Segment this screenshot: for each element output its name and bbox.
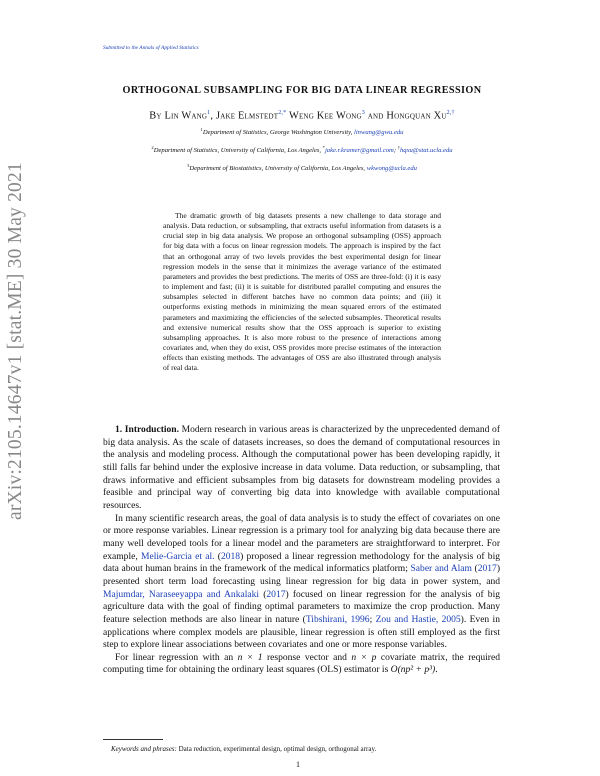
author-affiliation-link[interactable]: 2,* <box>278 110 287 116</box>
paragraph-introduction <box>103 424 500 513</box>
affiliation-marker: 2 <box>151 145 154 150</box>
paragraph-text: ( <box>471 563 478 575</box>
main-body <box>103 424 500 677</box>
abstract: The dramatic growth of big datasets presents a new challenge to data storage and analysis. Data reduction, or subsampling, that extracts useful information from datasets is a crucial step in big data analysis. We propose an orthogonal subsampling (OSS) approach for big data with a focus on linear regression models. The approach is inspired by the fact that an orthogonal array of two levels provides the best experimental design for linear regression models in the sense that it minimizes the average variance of the estimated parameters and provides the best predictions. The merits of OSS are three-fold: (i) it is easy to implement and fast; (ii) it is suitable for distributed parallel computing and ensures the subsamples selected in different batches have no common data points; and (iii) it outperforms existing methods in minimizing the mean squared errors of the estimated parameters and maximizing the efficiencies of the selected subsamples. Theoretical results and extensive numerical results show that the OSS approach is superior to existing subsampling approaches. It is also more robust to the presence of interactions among covariates and, when they do exist, OSS provides more precise estimates of the interaction effects than existing methods. The advantages of OSS are also illustrated through analysis of real data. <box>163 211 441 373</box>
paragraph-text: ). Even in applications where complex models are plausible, linear regression is often still employed as the first step to explore linear associations between covariates and one or more response variables. <box>103 613 500 651</box>
affiliation-3 <box>90 163 514 172</box>
paper-title: ORTHOGONAL SUBSAMPLING FOR BIG DATA LINEAR REGRESSION <box>122 85 482 96</box>
citation-year-link[interactable]: 2017 <box>477 563 497 575</box>
email-marker: † <box>397 145 400 150</box>
author-list <box>80 110 524 121</box>
paragraph-text: For linear regression with an <box>115 651 238 663</box>
footnote-divider <box>103 739 163 740</box>
citation-link[interactable]: Tibshirani, 1996 <box>305 613 370 625</box>
paragraph-text: covariate matrix, the required computing time for obtaining the ordinary least squares (OLS) estimator is <box>103 651 500 676</box>
email-link[interactable]: hqxu@stat.ucla.edu <box>399 147 453 155</box>
affiliation-1 <box>90 127 514 136</box>
email-marker: * <box>322 145 325 150</box>
section-heading: 1. Introduction. <box>115 424 179 435</box>
author-prefix: By <box>149 110 165 122</box>
citation-link[interactable]: Majumdar, Naraseeyappa and Ankalaki <box>103 588 260 600</box>
citation-link[interactable]: Saber and Alam <box>410 563 472 575</box>
author-name: Lin Wang <box>164 110 208 122</box>
paragraph-text: . <box>435 664 438 676</box>
citation-link[interactable]: Zou and Hastie, 2005 <box>375 613 461 625</box>
citation-year-link[interactable]: 2017 <box>266 588 286 600</box>
author-name: Weng Kee Wong <box>286 110 362 122</box>
author-affiliation-link[interactable]: 2,† <box>446 110 455 116</box>
arxiv-identifier-stamp[interactable]: arXiv:2105.14647v1 [stat.ME] 30 May 2021 <box>5 162 26 520</box>
author-affiliation-link[interactable]: 1 <box>207 110 211 116</box>
math-expression: n × 1 <box>237 651 263 663</box>
author-name: Jake Elmstedt <box>215 110 279 122</box>
keywords-text: Data reduction, experimental design, optimal design, orthogonal array. <box>176 745 377 753</box>
affiliation-text: Department of Biostatistics, University of California, Los Angeles, <box>189 165 367 173</box>
paragraph-text: Modern research in various areas is characterized by the unprecedented demand of big data analysis. As the scale of datasets increases, so does the demand of computational resources in the analysis and modeling process. Although the computational power has been developing rapidly, it still falls far behind under the explosive increase in data volume. Data reduction, or subsampling, that draws informative and efficient subsamples from big datasets for downstream modeling provides a feasible and principal way of converting big data into knowledge with available computational resources. <box>103 424 500 511</box>
email-separator: ; <box>393 147 398 155</box>
paragraph-text: ( <box>214 550 221 562</box>
affiliation-marker: 1 <box>200 127 203 132</box>
paragraph-text: ) presented short term load forecasting using linear regression for big data in power system, and <box>103 563 500 587</box>
affiliation-marker: 3 <box>187 163 190 168</box>
paragraph-text: In many scientific research areas, the goal of data analysis is to study the effect of covariates on one or more response variables. Linear regression is a primary tool for analyzing big data because there are many well developed tools for a linear model and the parameters are straightforward to interpret. For example, <box>103 512 500 562</box>
paragraph-text: response vector and <box>262 651 352 663</box>
affiliation-text: Department of Statistics, University of California, Los Angeles, <box>153 147 323 155</box>
page-number: 1 <box>296 760 300 769</box>
paragraph-text: ) focused on linear regression for the analysis of big agriculture data with the goal of finding optimal parameters to maximize the crop production. Many feature selection methods are also linear in nature ( <box>103 588 500 625</box>
citation-year-link[interactable]: 2018 <box>220 550 241 562</box>
keywords-footnote <box>111 745 501 753</box>
math-expression: n × p <box>351 651 377 663</box>
paragraph-computation <box>103 652 500 677</box>
author-affiliation-link[interactable]: 3 <box>361 110 365 116</box>
author-separator: , <box>210 110 216 122</box>
email-link[interactable]: wkwong@ucla.edu <box>366 165 417 173</box>
keywords-label: Keywords and phrases: <box>111 745 177 753</box>
paragraph-related-work <box>103 513 500 652</box>
math-expression: O(np² + p³) <box>390 664 436 676</box>
email-link[interactable]: linwang@gwu.edu <box>353 129 404 137</box>
author-and: and <box>365 110 387 122</box>
paragraph-text: ; <box>369 613 376 625</box>
journal-header[interactable]: Submitted to the Annals of Applied Statistics <box>103 45 199 51</box>
affiliation-text: Department of Statistics, George Washington University, <box>202 129 354 137</box>
affiliation-2 <box>90 145 514 154</box>
citation-link[interactable]: Melie-Garcia et al. <box>140 550 215 562</box>
paragraph-text: ) proposed a linear regression methodology for the analysis of big data about human brains in the framework of the medical informatics platform; <box>103 550 500 575</box>
author-name: Hongquan Xu <box>386 110 447 122</box>
paragraph-text: ( <box>259 588 267 600</box>
email-link[interactable]: jake.r.kramer@gmail.com <box>324 147 394 155</box>
